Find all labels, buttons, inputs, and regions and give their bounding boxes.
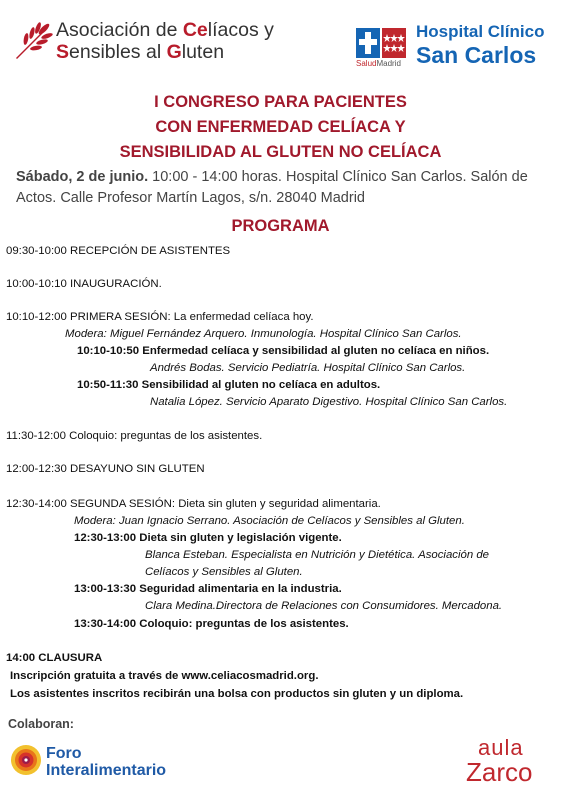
event-details: Sábado, 2 de junio. 10:00 - 14:00 horas. Hospital Clínico San Carlos. Salón de Actos. Calle Profesor Martín Lagos, s/n. 28040 Madrid <box>16 169 528 206</box>
event-title: I CONGRESO PARA PACIENTES CON ENFERMEDAD CELÍACA Y SENSIBILIDAD AL GLUTEN NO CELÍACA <box>119 93 442 161</box>
salud-madrid-label: SaludMadrid <box>356 59 401 68</box>
schedule-item-colloquium: 11:30-12:00 Coloquio: preguntas de los asistentes. <box>6 430 263 442</box>
wheat-logo-icon <box>14 22 54 60</box>
talk-legislation-speaker-org: Celíacos y Sensibles al Gluten. <box>145 566 303 578</box>
schedule-item-opening: 10:00-10:10 INAUGURACIÓN. <box>6 278 162 290</box>
talk-industry: 13:00-13:30 Seguridad alimentaria en la industria. <box>74 583 342 595</box>
session2-moderator: Modera: Juan Ignacio Serrano. Asociación de Celíacos y Sensibles al Gluten. <box>74 515 465 527</box>
foro-swirl-icon <box>10 744 42 776</box>
schedule-item-session1: 10:10-12:00 PRIMERA SESIÓN: La enfermedad celíaca hoy. <box>6 311 314 323</box>
talk-children: 10:10-10:50 Enfermedad celíaca y sensibilidad al gluten no celíaca en niños. <box>77 345 490 357</box>
attendee-gift-note: Los asistentes inscritos recibirán una bolsa con productos sin gluten y un diploma. <box>10 688 464 700</box>
foro-interalimentario-logo: Foro Interalimentario <box>46 745 167 779</box>
talk-legislation: 12:30-13:00 Dieta sin gluten y legislación vigente. <box>74 532 342 544</box>
schedule-item-closing: 14:00 CLAUSURA <box>6 652 103 664</box>
collaborators-label: Colaboran: <box>8 717 74 731</box>
programa-heading: PROGRAMA <box>231 217 330 235</box>
talk-legislation-speaker: Blanca Esteban. Especialista en Nutrición y Dietética. Asociación de <box>145 549 490 561</box>
talk-industry-speaker: Clara Medina.Directora de Relaciones con Consumidores. Mercadona. <box>145 600 503 612</box>
aula-zarco-logo: aula Zarco <box>466 735 533 787</box>
schedule-item-breakfast: 12:00-12:30 DESAYUNO SIN GLUTEN <box>6 463 205 475</box>
talk-adults: 10:50-11:30 Sensibilidad al gluten no celíaca en adultos. <box>77 379 381 391</box>
talk-children-speaker: Andrés Bodas. Servicio Pediatría. Hospital Clínico San Carlos. <box>150 362 466 374</box>
talk-colloquium: 13:30-14:00 Coloquio: preguntas de los asistentes. <box>74 618 349 630</box>
association-name: Asociación de Celíacos y Sensibles al Gluten <box>56 19 274 63</box>
schedule-item-session2: 12:30-14:00 SEGUNDA SESIÓN: Dieta sin gluten y seguridad alimentaria. <box>6 498 381 510</box>
session1-moderator: Modera: Miguel Fernández Arquero. Inmunología. Hospital Clínico San Carlos. <box>65 328 462 340</box>
hospital-name: Hospital Clínico San Carlos <box>416 22 545 68</box>
registration-note: Inscripción gratuita a través de www.celiacosmadrid.org. <box>10 670 319 682</box>
talk-adults-speaker: Natalia López. Servicio Aparato Digestivo. Hospital Clínico San Carlos. <box>150 396 508 408</box>
schedule-item-reception: 09:30-10:00 RECEPCIÓN DE ASISTENTES <box>6 245 231 257</box>
